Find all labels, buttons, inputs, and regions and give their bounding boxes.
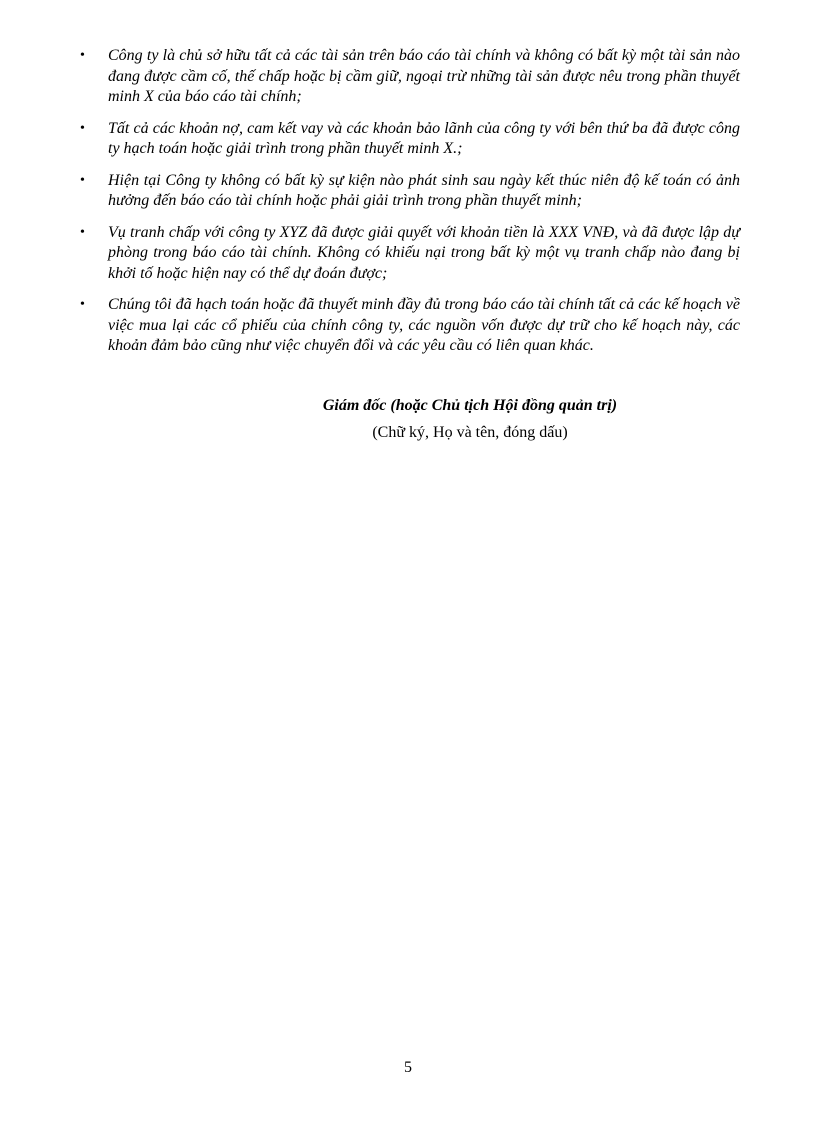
list-item (80, 119, 740, 160)
bullet-icon: • (80, 48, 85, 63)
signature-title: Giám đốc (hoặc Chủ tịch Hội đồng quản trị) (322, 397, 618, 414)
list-item (80, 295, 740, 357)
bullet-icon: • (80, 297, 85, 312)
list-item-text: Công ty là chủ sở hữu tất cả các tài sản trên báo cáo tài chính và không có bất kỳ một tài sản nào đang được cầm cố, thế chấp hoặc bị cầm giữ, ngoại trừ những tài sản được nêu trong phần thuyết minh X của báo cáo tài chính; (108, 47, 740, 105)
list-item-text: Tất cả các khoản nợ, cam kết vay và các khoản bảo lãnh của công ty với bên thứ ba đã được công ty hạch toán hoặc giải trình trong phần thuyết minh X.; (108, 119, 740, 157)
list-item-text: Chúng tôi đã hạch toán hoặc đã thuyết minh đầy đủ trong báo cáo tài chính tất cả các kế hoạch về việc mua lại các cổ phiếu của chính công ty, các nguồn vốn được dự trữ cho kế hoạch này, các khoản đảm bảo cũng như việc chuyển đổi và các yêu cầu có liên quan khác. (108, 296, 740, 354)
page-number: 5 (404, 1059, 412, 1076)
signature-note: (Chữ ký, Họ và tên, đóng dấu) (372, 424, 568, 441)
list-item (80, 46, 740, 108)
signature-block (280, 395, 660, 444)
list-item (80, 223, 740, 285)
list-item-text: Vụ tranh chấp với công ty XYZ đã được giải quyết với khoản tiền là XXX VNĐ, và đã được lập dự phòng trong báo cáo tài chính. Không có khiếu nại trong bất kỳ một vụ tranh chấp nào đang bị khởi tố hoặc hiện nay có thể dự đoán được; (108, 223, 740, 282)
bullet-list (80, 46, 740, 368)
bullet-icon: • (80, 224, 85, 240)
list-item-text: Hiện tại Công ty không có bất kỳ sự kiện nào phát sinh sau ngày kết thúc niên độ kế toán có ảnh hưởng đến báo cáo tài chính hoặc phải giải trình trong phần thuyết minh; (108, 171, 740, 209)
list-item (80, 171, 740, 212)
bullet-icon: • (80, 120, 85, 136)
bullet-icon: • (80, 172, 85, 188)
